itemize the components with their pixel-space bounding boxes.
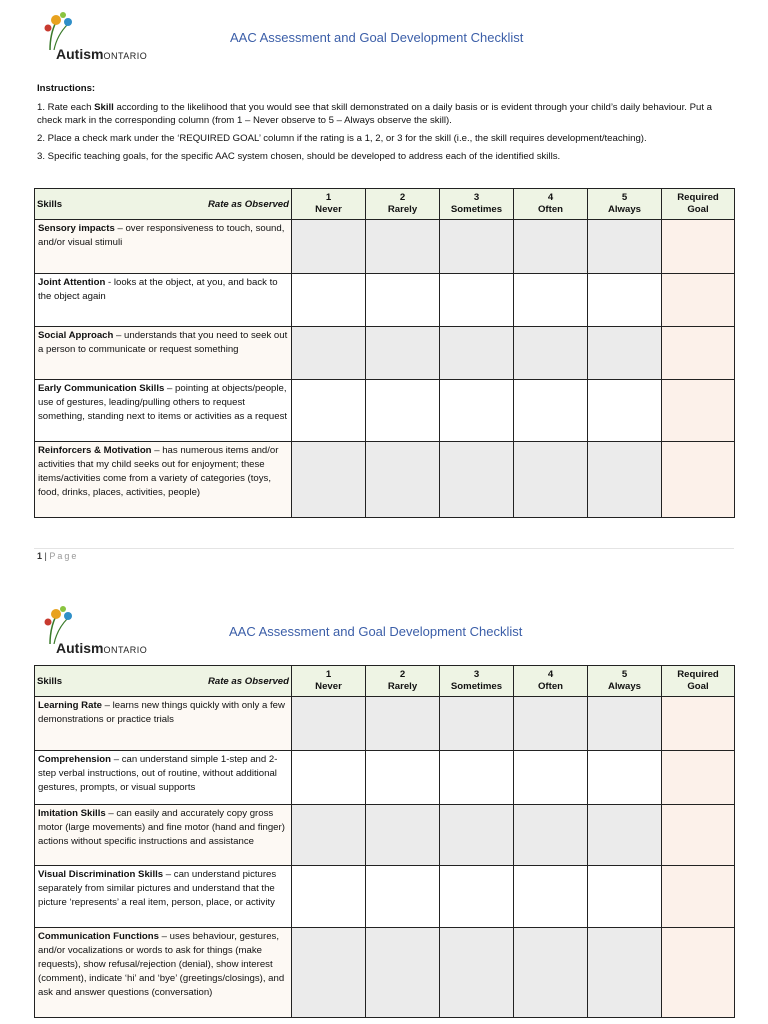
logo-flowers-icon xyxy=(38,604,78,644)
column-header-never: 1 Never xyxy=(292,666,366,697)
skill-detail: – has numerous items and/or activities that my child seeks out for enjoyment; these items/activities come from a variety of categories (toys, food, drinks, places, activities, people) xyxy=(38,445,279,498)
rating-cell-rarely[interactable] xyxy=(366,751,440,805)
skill-detail: – pointing at objects/people, use of gestures, leading/pulling others to request something, standing next to items or activities as a request xyxy=(38,383,288,422)
rating-cell-always[interactable] xyxy=(588,805,662,866)
skill-description xyxy=(35,220,292,274)
page1-rows xyxy=(35,220,735,518)
skill-description xyxy=(35,442,292,518)
required-goal-cell[interactable] xyxy=(662,866,735,928)
rating-cell-sometimes[interactable] xyxy=(440,697,514,751)
required-goal-cell[interactable] xyxy=(662,805,735,866)
column-header-rarely: 2 Rarely xyxy=(366,666,440,697)
skill-detail: – can easily and accurately copy gross motor (large movements) and fine motor (hand and finger) actions without specific instructions and assistance xyxy=(38,808,285,847)
rating-cell-sometimes[interactable] xyxy=(440,805,514,866)
rating-cell-never[interactable] xyxy=(292,274,366,327)
table-row xyxy=(35,866,735,928)
column-header-often: 4 Often xyxy=(514,666,588,697)
rating-cell-never[interactable] xyxy=(292,751,366,805)
rating-cell-rarely[interactable] xyxy=(366,866,440,928)
rating-cell-never[interactable] xyxy=(292,220,366,274)
skill-name: Reinforcers & Motivation xyxy=(38,445,152,456)
rating-cell-often[interactable] xyxy=(514,442,588,518)
rating-cell-rarely[interactable] xyxy=(366,805,440,866)
rating-cell-always[interactable] xyxy=(588,928,662,1018)
table-row xyxy=(35,327,735,380)
document-title: AAC Assessment and Goal Development Checklist xyxy=(230,30,524,45)
skills-header xyxy=(35,666,292,697)
rating-cell-rarely[interactable] xyxy=(366,442,440,518)
column-header-often: 4 Often xyxy=(514,189,588,220)
column-header-never: 1 Never xyxy=(292,189,366,220)
skill-name: Comprehension xyxy=(38,754,112,765)
instructions-heading: Instructions: xyxy=(37,83,96,94)
rating-cell-always[interactable] xyxy=(588,274,662,327)
table-row xyxy=(35,928,735,1018)
skill-description xyxy=(35,866,292,928)
skills-header xyxy=(35,189,292,220)
rating-cell-always[interactable] xyxy=(588,751,662,805)
required-goal-cell[interactable] xyxy=(662,220,735,274)
skill-description xyxy=(35,928,292,1018)
rating-cell-never[interactable] xyxy=(292,928,366,1018)
rating-cell-always[interactable] xyxy=(588,866,662,928)
rating-cell-often[interactable] xyxy=(514,866,588,928)
rating-cell-sometimes[interactable] xyxy=(440,380,514,442)
rating-cell-sometimes[interactable] xyxy=(440,327,514,380)
skill-description xyxy=(35,274,292,327)
table-row xyxy=(35,380,735,442)
rating-cell-never[interactable] xyxy=(292,380,366,442)
required-goal-cell[interactable] xyxy=(662,697,735,751)
rating-cell-sometimes[interactable] xyxy=(440,751,514,805)
table-row xyxy=(35,442,735,518)
logo-flowers-icon xyxy=(38,10,78,50)
column-header-sometimes: 3 Sometimes xyxy=(440,666,514,697)
column-header-always: 5 Always xyxy=(588,666,662,697)
rating-cell-sometimes[interactable] xyxy=(440,928,514,1018)
table-row xyxy=(35,751,735,805)
rating-cell-never[interactable] xyxy=(292,442,366,518)
skill-detail: - looks at the object, at you, and back to the object again xyxy=(38,277,278,302)
rating-cell-always[interactable] xyxy=(588,697,662,751)
skill-detail: – over responsiveness to touch, sound, and/or visual stimuli xyxy=(38,223,285,248)
skill-detail: – uses behaviour, gestures, and/or vocalizations or words to ask for things (make requests), show refusal/rejection (denial), show interest (comment), indicate ‘hi’ and ‘bye’ (greetings/closings), and ask and answer questions (conversation) xyxy=(38,931,285,998)
skills-header-label: Skills xyxy=(37,675,63,687)
column-header-rarely: 2 Rarely xyxy=(366,189,440,220)
rating-cell-often[interactable] xyxy=(514,380,588,442)
skill-description xyxy=(35,697,292,751)
instruction-item: 2. Place a check mark under the ‘REQUIRED GOAL’ column if the rating is a 1, 2, or 3 for the skill (i.e., the skill requires development/teaching). xyxy=(37,133,647,144)
required-goal-cell[interactable] xyxy=(662,380,735,442)
skill-name: Social Approach xyxy=(38,330,114,341)
instruction-item: 3. Specific teaching goals, for the specific AAC system chosen, should be developed to address each of the identified skills. xyxy=(37,151,561,162)
skill-description xyxy=(35,327,292,380)
logo-text: AutismONTARIO xyxy=(56,640,148,656)
rating-cell-rarely[interactable] xyxy=(366,327,440,380)
table-row xyxy=(35,274,735,327)
required-goal-cell[interactable] xyxy=(662,751,735,805)
autism-ontario-logo xyxy=(38,604,148,656)
page2-rows xyxy=(35,697,735,1018)
skill-name: Communication Functions xyxy=(38,931,159,942)
skill-description xyxy=(35,380,292,442)
page-divider xyxy=(34,548,734,549)
skill-description xyxy=(35,805,292,866)
rating-cell-often[interactable] xyxy=(514,697,588,751)
rating-cell-sometimes[interactable] xyxy=(440,220,514,274)
column-header-required-goal: Required Goal xyxy=(662,666,735,697)
table-row xyxy=(35,220,735,274)
rating-cell-often[interactable] xyxy=(514,274,588,327)
column-header-always: 5 Always xyxy=(588,189,662,220)
skill-name: Joint Attention xyxy=(38,277,106,288)
document-title: AAC Assessment and Goal Development Checklist xyxy=(229,624,523,639)
rating-cell-sometimes[interactable] xyxy=(440,274,514,327)
rating-cell-never[interactable] xyxy=(292,697,366,751)
rating-cell-never[interactable] xyxy=(292,327,366,380)
rating-cell-often[interactable] xyxy=(514,220,588,274)
autism-ontario-logo xyxy=(38,10,148,62)
rating-cell-rarely[interactable] xyxy=(366,380,440,442)
checklist-table-page2 xyxy=(34,665,735,1018)
skills-header-label: Skills xyxy=(37,198,63,210)
skill-name: Visual Discrimination Skills xyxy=(38,869,164,880)
rating-cell-sometimes[interactable] xyxy=(440,866,514,928)
rating-cell-rarely[interactable] xyxy=(366,274,440,327)
instruction-item: 1. Rate each Skill according to the likelihood that you would see that skill demonstrated on a daily basis or is evident through your child’s daily behaviour. Put a check mark in the corresponding column (from 1 – Never observe to 5 – Always observe the skill). xyxy=(37,102,712,126)
table-header-row xyxy=(35,189,735,220)
table-row xyxy=(35,805,735,866)
required-goal-cell[interactable] xyxy=(662,442,735,518)
rate-header-label: Rate as Observed xyxy=(207,675,289,687)
rating-cell-always[interactable] xyxy=(588,220,662,274)
required-goal-cell[interactable] xyxy=(662,327,735,380)
rating-cell-never[interactable] xyxy=(292,805,366,866)
skill-description xyxy=(35,751,292,805)
required-goal-cell[interactable] xyxy=(662,274,735,327)
rating-cell-often[interactable] xyxy=(514,928,588,1018)
table-row xyxy=(35,697,735,751)
skill-name: Sensory impacts xyxy=(38,223,115,234)
rating-cell-sometimes[interactable] xyxy=(440,442,514,518)
skill-name: Early Communication Skills xyxy=(38,383,165,394)
rating-cell-rarely[interactable] xyxy=(366,928,440,1018)
instructions xyxy=(37,82,737,168)
skill-detail: – can understand pictures separately from similar pictures and understand that the picture ‘represents’ a real item, person, place, or activity xyxy=(38,869,277,908)
logo-text: AutismONTARIO xyxy=(56,46,148,62)
column-header-required-goal: Required Goal xyxy=(662,189,735,220)
rating-cell-often[interactable] xyxy=(514,751,588,805)
rating-cell-rarely[interactable] xyxy=(366,220,440,274)
checklist-table-page1 xyxy=(34,188,735,518)
rating-cell-often[interactable] xyxy=(514,327,588,380)
column-header-sometimes: 3 Sometimes xyxy=(440,189,514,220)
required-goal-cell[interactable] xyxy=(662,928,735,1018)
skill-detail: – understands that you need to seek out a person to communicate or request something xyxy=(38,330,288,355)
skill-name: Imitation Skills xyxy=(38,808,106,819)
rating-cell-rarely[interactable] xyxy=(366,697,440,751)
rating-cell-never[interactable] xyxy=(292,866,366,928)
table-header-row xyxy=(35,666,735,697)
rating-cell-always[interactable] xyxy=(588,442,662,518)
skill-detail: – can understand simple 1-step and 2-step verbal instructions, out of routine, without additional gestures, prompts, or visual supports xyxy=(38,754,278,793)
rate-header-label: Rate as Observed xyxy=(207,198,289,210)
rating-cell-often[interactable] xyxy=(514,805,588,866)
skill-detail: – learns new things quickly with only a few demonstrations or practice trials xyxy=(38,700,285,725)
skill-name: Learning Rate xyxy=(38,700,102,711)
rating-cell-always[interactable] xyxy=(588,327,662,380)
page-number: 1 | Page xyxy=(37,551,79,561)
rating-cell-always[interactable] xyxy=(588,380,662,442)
